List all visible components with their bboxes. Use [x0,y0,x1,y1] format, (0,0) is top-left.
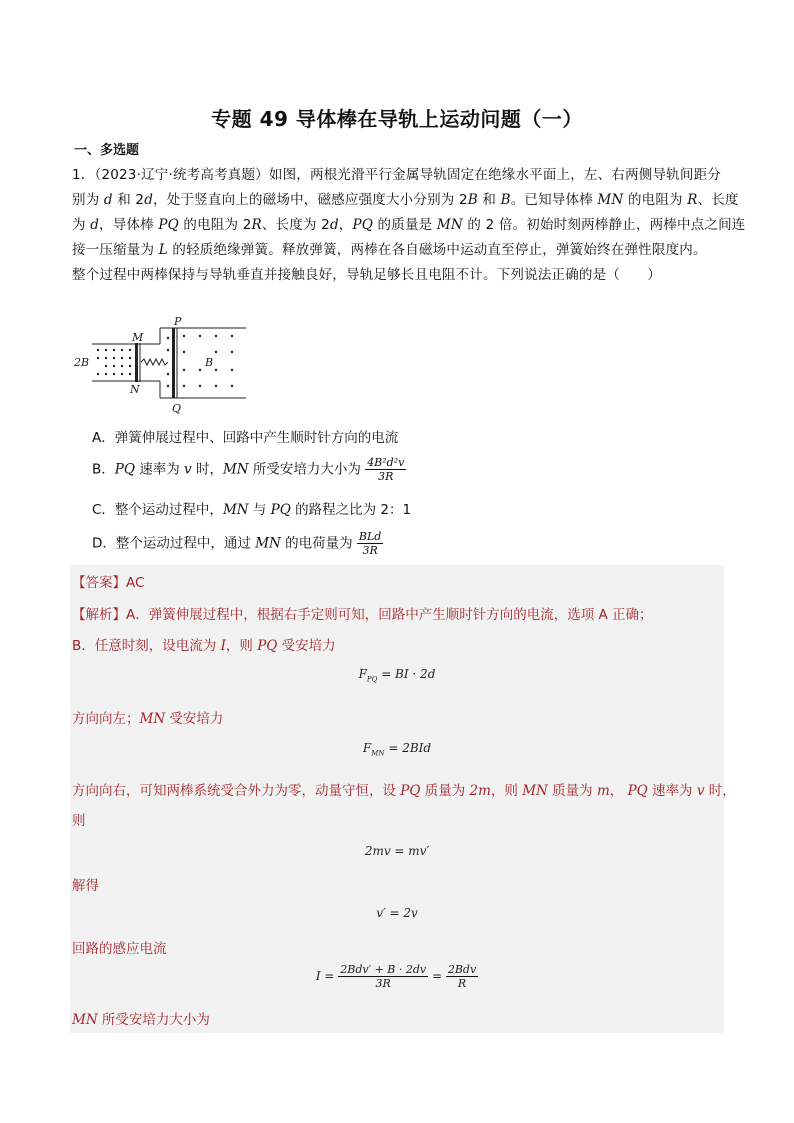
equation-fpq: $F_{PQ}$ = BI · 2d [358,667,436,684]
analysis-line-b: B．任意时刻，设电流为 I，则 PQ 受安培力 [72,638,336,654]
analysis-dir-right: 方向向右，可知两棒系统受合外力为零，动量守恒，设 PQ 质量为 2m，则 MN 质量为 m， PQ 速率为 v 时， [72,783,736,799]
question-line-5: 整个过程中两棒保持与导轨垂直并接触良好，导轨足够长且电阻不计。下列说法正确的是（ ） [72,267,662,283]
section-heading: 一、多选题 [74,143,140,158]
question-line-2: 别为 d 和 2d，处于竖直向上的磁场中，磁感应强度大小分别为 2B 和 B。已知导体棒 MN 的电阻为 R、长度 [72,192,739,208]
equation-velocity: v′ = 2v [376,906,418,920]
page-title: 专题 49 导体棒在导轨上运动问题（一） [211,107,583,131]
option-a: A．弹簧伸展过程中、回路中产生顺时针方向的电流 [92,430,399,446]
question-line-4: 接一压缩量为 L 的轻质绝缘弹簧。释放弹簧，两棒在各自磁场中运动直至停止，弹簧始终在弹性限度内。 [72,242,707,258]
analysis-final: MN 所受安培力大小为 [72,1012,210,1028]
equation-fmn: $F_{MN} = 2BId$ [362,741,432,758]
label-2b: 2B [74,356,90,369]
analysis-dir-left: 方向向左；MN 受安培力 [72,711,224,727]
question-line-3: 为 d，导体棒 PQ 的电阻为 2R、长度为 2d，PQ 的质量是 MN 的 2 倍。初始时刻两棒静止，两棒中点之间连 [72,217,746,233]
left-field-dots [97,349,131,375]
option-b-fraction: $\frac{\text{4B²d²v}}{3R}$ [367,456,405,483]
analysis-current-label: 回路的感应电流 [72,941,167,957]
analysis-then: 则 [72,813,86,829]
spring [141,359,168,365]
question-text [72,163,746,288]
equation-current: I = $\frac{\text{2Bdv′ + B · 2dv}}{3R}$ = $\frac{\text{2Bdv}}{R}$ [315,963,477,990]
analysis-line-a: 【解析】A．弹簧伸展过程中，根据右手定则可知，回路中产生顺时针方向的电流，选项 A 正确； [72,607,653,623]
equation-momentum: 2mv = mv′ [364,844,430,858]
question-line-1: 1．（2023·辽宁·统考高考真题）如图，两根光滑平行金属导轨固定在绝缘水平面上，左、右两侧导轨间距分 [72,167,721,183]
label-m: M [132,331,144,344]
option-d-fraction: $\frac{\text{BLd}}{3R}$ [358,530,382,557]
option-b: B．PQ 速率为 v 时，MN 所受安培力大小为 $\frac{\text{4B²d²v}}{3R}$ [92,456,405,483]
rail-figure [74,316,250,416]
option-c: C．整个运动过程中，MN 与 PQ 的路程之比为 2：1 [92,502,412,518]
label-p: P [174,316,182,328]
label-n: N [130,383,140,396]
option-d: D．整个运动过程中，通过 MN 的电荷量为 $\frac{\text{BLd}}{3R}$ [92,530,382,557]
analysis-solve: 解得 [72,878,99,894]
label-q: Q [172,402,182,415]
label-b: B [205,356,214,369]
answer-line: 【答案】AC [72,575,145,591]
